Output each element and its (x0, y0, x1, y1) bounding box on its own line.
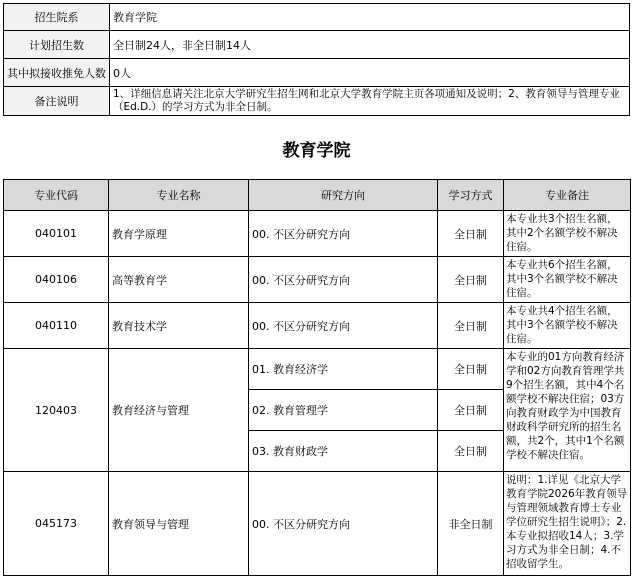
major-note: 说明：1.详见《北京大学教育学院2026年教育领导与管理领域教育博士专业学位研究生招生说明》；2.本专业拟招收14人；3.学习方式为非全日制；4.不招收留学生。 (504, 472, 631, 576)
header-mode: 学习方式 (438, 180, 504, 211)
research-direction: 01. 教育经济学 (249, 349, 438, 390)
info-row-exempt (4, 59, 630, 87)
study-mode: 全日制 (438, 390, 504, 431)
department-label: 招生院系 (4, 4, 110, 31)
remarks-value: 1、详细信息请关注北京大学研究生招生网和北京大学教育学院主页各项通知及说明；2、教育领导与管理专业（Ed.D.）的学习方式为非全日制。 (110, 87, 630, 116)
department-value: 教育学院 (110, 4, 630, 31)
major-code: 040101 (4, 211, 109, 257)
research-direction: 00. 不区分研究方向 (249, 303, 438, 349)
major-name: 教育经济与管理 (109, 349, 249, 472)
table-row (4, 303, 631, 349)
major-note: 本专业的01方向教育经济学和02方向教育管理学共9个招生名额，其中4个名额学校不解决住宿；03方向教育财政学为中国教育财政科学研究所的招生名额，共2个，其中1个名额学校不解决住宿。 (504, 349, 631, 472)
study-mode: 全日制 (438, 211, 504, 257)
major-name: 教育领导与管理 (109, 472, 249, 576)
admission-info-table (3, 3, 630, 116)
major-note: 本专业共4个招生名额，其中3个名额学校不解决住宿。 (504, 303, 631, 349)
major-name: 高等教育学 (109, 257, 249, 303)
header-note: 专业备注 (504, 180, 631, 211)
research-direction: 00. 不区分研究方向 (249, 257, 438, 303)
plan-label: 计划招生数 (4, 31, 110, 59)
remarks-label: 备注说明 (4, 87, 110, 116)
header-name: 专业名称 (109, 180, 249, 211)
study-mode: 全日制 (438, 349, 504, 390)
plan-value: 全日制24人，非全日制14人 (110, 31, 630, 59)
section-title: 教育学院 (282, 141, 351, 161)
research-direction: 03. 教育财政学 (249, 431, 438, 472)
exempt-label: 其中拟接收推免人数 (4, 59, 110, 87)
major-note: 本专业共6个招生名额，其中3个名额学校不解决住宿。 (504, 257, 631, 303)
major-note: 本专业共3个招生名额，其中2个名额学校不解决住宿。 (504, 211, 631, 257)
header-direction: 研究方向 (249, 180, 438, 211)
table-row (4, 472, 631, 576)
table-row (4, 257, 631, 303)
info-row-department (4, 4, 630, 31)
majors-table (3, 179, 631, 576)
study-mode: 全日制 (438, 431, 504, 472)
study-mode: 全日制 (438, 257, 504, 303)
major-name: 教育技术学 (109, 303, 249, 349)
majors-header-row (4, 180, 631, 211)
study-mode: 全日制 (438, 303, 504, 349)
research-direction: 00. 不区分研究方向 (249, 211, 438, 257)
table-row (4, 211, 631, 257)
major-code: 120403 (4, 349, 109, 472)
major-code: 040106 (4, 257, 109, 303)
research-direction: 02. 教育管理学 (249, 390, 438, 431)
info-row-plan (4, 31, 630, 59)
study-mode: 非全日制 (438, 472, 504, 576)
major-code: 040110 (4, 303, 109, 349)
research-direction: 00. 不区分研究方向 (249, 472, 438, 576)
major-name: 教育学原理 (109, 211, 249, 257)
header-code: 专业代码 (4, 180, 109, 211)
exempt-value: 0人 (110, 59, 630, 87)
major-code: 045173 (4, 472, 109, 576)
info-row-remarks (4, 87, 630, 116)
table-row (4, 349, 631, 390)
